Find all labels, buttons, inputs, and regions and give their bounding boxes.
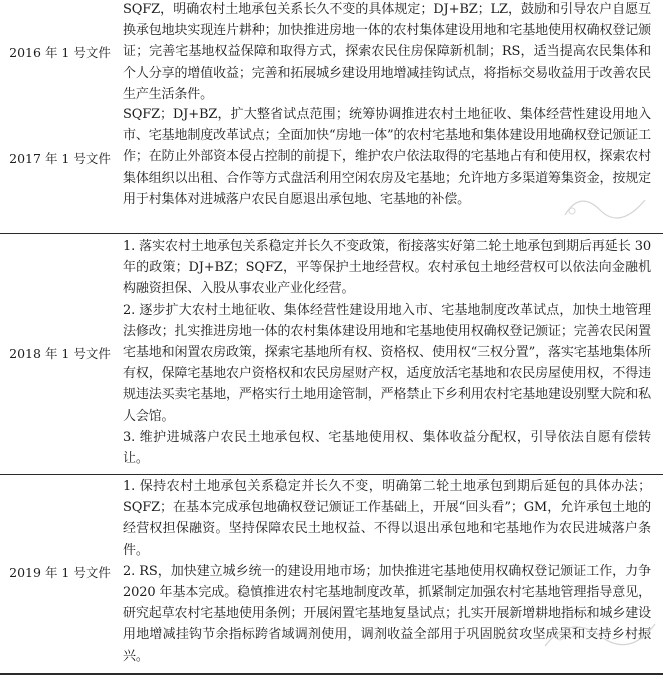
paragraph: 2. 逐步扩大农村土地征收、集体经营性建设用地入市、宅基地制度改革试点，加快土地管理法修改；扎实推进房地一体的农村集体建设用地和宅基地使用权确权登记颁证；完善农民闲置宅基地和闲置农房政策，探索宅基地所有权、资格权、使用权“三权分置”，落实宅基地集体所有权，保障宅基地农户资格权和农民房屋财产权，适度放活宅基地和农民房屋使用权，不得违规违法买卖宅基地，严格实行土地用途管制，严格禁止下乡利用农村宅基地建设别墅大院和私人会馆。: [123, 302, 651, 424]
row-label-2017: 2017 年 1 号文件: [9, 151, 111, 166]
table-row: [0, 0, 663, 112]
watermark-mark: [540, 606, 660, 656]
table-rule: [0, 474, 663, 475]
paragraph: SQFZ，明确农村土地承包关系长久不变的具体规定；DJ+BZ；LZ，鼓励和引导农户自愿互换承包地块实现连片耕种；加快推进房地一体的农村集体建设用地和宅基地使用权确权登记颁证；完善宅基地权益保障和取得方式，探索农民住房保障新机制；RS，适当提高农民集体和个人分享的增值收益；完善和拓展城乡建设用地增减挂钩试点，将指标交易收益用于改善农民生产生活条件。: [123, 2, 651, 102]
table-bottom-rule: [0, 673, 663, 675]
row-label-2018: 2018 年 1 号文件: [9, 346, 111, 361]
paragraph: 2. RS，加快建立城乡统一的建设用地市场；加快推进宅基地使用权确权登记颁证工作，力争 2020 年基本完成。稳慎推进农村宅基地制度改革，抓紧制定加强农村宅基地管理指导意见，研究起草农村宅基地使用条例；开展闲置宅基地复垦试点；扎实开展新增耕地指标和城乡建设用地增减挂钩节余指标跨省域调剂使用，调剂收益全部用于巩固脱贫攻坚成果和支持乡村振兴。: [123, 563, 651, 664]
table-rule: [0, 233, 663, 234]
watermark-mark: [560, 185, 650, 225]
paragraph: 1. 保持农村土地承包关系稳定并长久不变，明确第二轮土地承包到期后延包的具体办法；SQFZ；在基本完成承包地确权登记颁证工作基础上，开展“回头看”；GM，允许承包土地的经营权担保融资。坚持保障农民土地权益、不得以退出承包地和宅基地作为农民进城落户条件。: [123, 479, 651, 558]
row-content-2016: [123, 0, 651, 105]
row-content-2018: [123, 236, 651, 469]
paragraph: 3. 维护进城落户农民土地承包权、宅基地使用权、集体收益分配权，引导依法自愿有偿转让。: [123, 429, 651, 467]
table-row: [0, 236, 663, 474]
paragraph: 1. 落实农村土地承包关系稳定并长久不变政策，衔接落实好第二轮土地承包到期后再延长 30 年的政策；DJ+BZ；SQFZ，平等保护土地经营权。农村承包土地经营权可以依法向金融机构融资担保、入股从事农业产业化经营。: [123, 239, 651, 297]
row-label-2016: 2016 年 1 号文件: [9, 45, 111, 60]
paragraph: SQFZ；DJ+BZ，扩大整省试点范围；统筹协调推进农村土地征收、集体经营性建设用地入市、宅基地制度改革试点；全面加快“房地一体”的农村宅基地和集体建设用地确权登记颁证工作；在防止外部资本侵占控制的前提下，维护农户依法取得的宅基地占有和使用权，探索农村集体组织以出租、合作等方式盘活利用空闲农房及宅基地；允许地方多渠道筹集资金，按规定用于村集体对进城落户农民自愿退出承包地、宅基地的补偿。: [123, 107, 651, 207]
row-label-2019: 2019 年 1 号文件: [9, 565, 111, 580]
